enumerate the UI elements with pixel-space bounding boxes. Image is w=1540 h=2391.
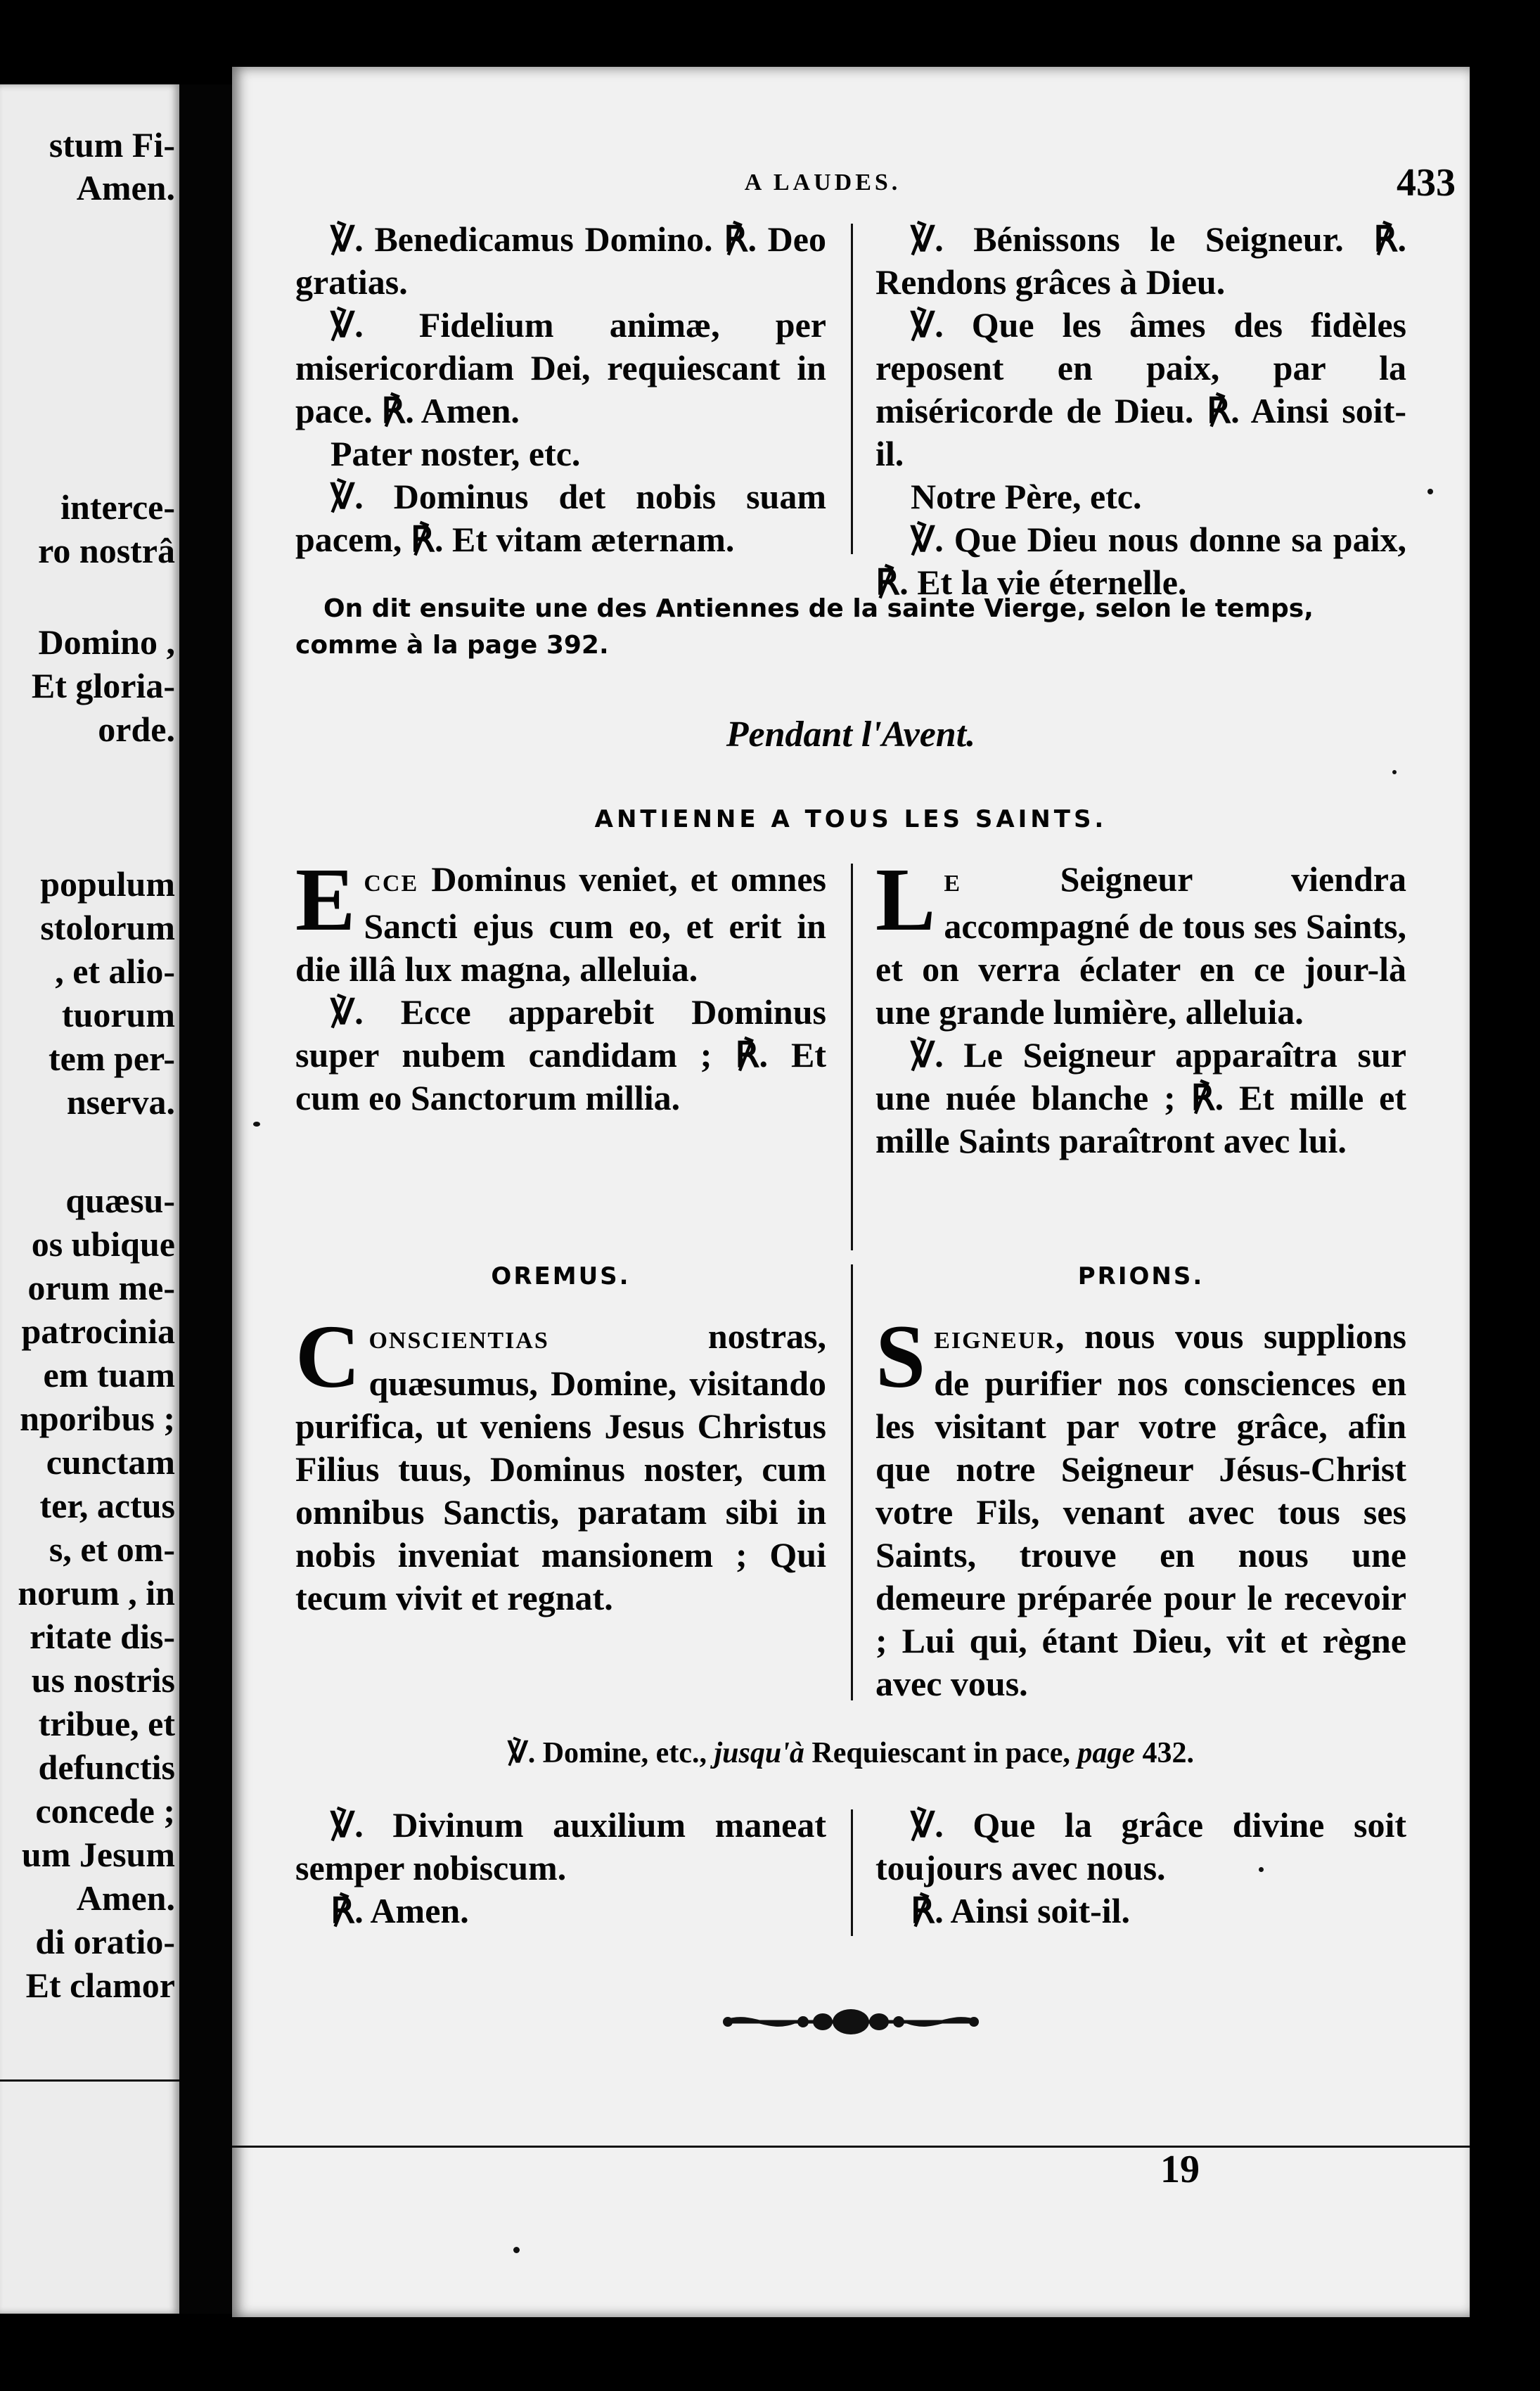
latin-line: Pater noster, etc. [331, 434, 581, 473]
french-line: ℟. Ainsi soit-il. [911, 1891, 1131, 1930]
prions-heading: PRIONS. [1077, 1262, 1205, 1290]
french-line: Notre Père, etc. [911, 477, 1142, 516]
versicle-latin: ℣. Ecce apparebit Dominus super nubem candidam ; ℟. Et cum eo Sanctorum millia. [295, 992, 826, 1117]
prayer-french: SEIGNEUR, nous vous supplions de purifier nos consciences en les visitant par votre grâce, afin que notre Seigneur Jésus-Christ votre Fils, venant avec tous ses Saints, trouve en nous une demeure préparée pour le recevoir ; Lui qui, étant Dieu, vit et règne avec vous. [875, 1307, 1406, 1703]
facing-page-line: concede ; [35, 1791, 175, 1831]
section-antiphon [295, 850, 1406, 1252]
facing-page-line: nporibus ; [20, 1399, 175, 1438]
column-divider [851, 224, 853, 554]
french-column [875, 1804, 1406, 1932]
section-versicles [295, 218, 1406, 602]
advent-heading: Pendant l'Avent. [726, 714, 976, 755]
scan-speck [1392, 770, 1397, 774]
facing-page-line: defunctis [38, 1748, 175, 1787]
facing-page-line: , et alio- [55, 951, 175, 991]
ornament-icon [232, 2004, 1470, 2039]
facing-page-line: um Jesum [21, 1835, 175, 1874]
drop-capital: E [295, 850, 356, 949]
latin-column [295, 1804, 826, 1932]
facing-page-line: s, et om- [49, 1530, 175, 1569]
column-divider [851, 864, 853, 1250]
column-divider [851, 1264, 853, 1700]
facing-page-line: interce- [60, 487, 175, 527]
section-prayer [295, 1259, 1406, 1730]
drop-capital: C [295, 1307, 361, 1406]
facing-page-line: os ubique [31, 1224, 175, 1264]
facing-page-line: tuorum [61, 995, 175, 1034]
facing-page-line: patrocinia [21, 1312, 175, 1351]
facing-page-line: tem per- [49, 1039, 175, 1078]
facing-page-line: populum [40, 864, 175, 904]
facing-page [0, 84, 179, 2314]
french-column [875, 218, 1406, 604]
scan-speck [253, 1122, 260, 1127]
antiphon-french: L E Seigneur viendra accompagné de tous ses Saints, et on verra éclater en ce jour-là une grande lumière, alleluia. [875, 850, 1406, 1032]
facing-page-line: em tuam [43, 1355, 175, 1395]
facing-page-line: ro nostrâ [38, 531, 175, 570]
rubric-reference: ℣. Domine, etc., jusqu'à Requiescant in pace, page 432. [507, 1737, 1195, 1769]
facing-page-line: quæsu- [65, 1181, 175, 1220]
french-column [875, 1307, 1406, 1705]
rubric-note: On dit ensuite une des Antiennes de la sainte Vierge, selon le temps, comme à la page 392. [295, 594, 1314, 660]
french-line: ℣. Que les âmes des fidèles reposent en paix, par la miséricorde de Dieu. ℟. Ainsi soit-il. [875, 305, 1406, 473]
facing-page-line: tribue, et [38, 1704, 175, 1743]
book-page [232, 67, 1470, 2317]
latin-line: ℣. Divinum auxilium maneat semper nobiscum. [295, 1805, 826, 1887]
page-bottom-rule [232, 2146, 1470, 2148]
facing-page-line: nserva. [66, 1082, 175, 1122]
antiphon-latin: ECCE Dominus veniet, et omnes Sancti ejus cum eo, et erit in die illâ lux magna, alleluia. [295, 850, 826, 989]
scan-speck [1427, 489, 1433, 494]
facing-page-line: stum Fi- [49, 125, 175, 165]
latin-column [295, 850, 826, 1120]
facing-page-line: Domino , [38, 622, 175, 662]
french-line: ℣. Que la grâce divine soit toujours avec nous. [875, 1805, 1406, 1887]
latin-line: ℟. Amen. [331, 1891, 469, 1930]
facing-page-line: cunctam [46, 1442, 175, 1482]
latin-line: ℣. Fidelium animæ, per misericordiam Dei, requiescant in pace. ℟. Amen. [295, 305, 826, 430]
signature-mark: 19 [1160, 2148, 1200, 2191]
running-title: A LAUDES. [744, 169, 901, 195]
facing-page-line: Amen. [76, 168, 175, 207]
french-line: ℣. Bénissons le Seigneur. ℟. Rendons grâces à Dieu. [875, 219, 1406, 302]
prayer-latin: CONSCIENTIAS nostras, quæsumus, Domine, visitando purifica, ut veniens Jesus Christus Filius tuus, Dominus noster, cum omnibus Sanctis, paratam sibi in nobis inveniat mansionem ; Qui tecum vivit et regnat. [295, 1307, 826, 1617]
antiphon-heading: ANTIENNE A TOUS LES SAINTS. [594, 805, 1108, 833]
running-header [232, 162, 1470, 204]
facing-page-line: Et clamor [25, 1966, 175, 2005]
section-closing [295, 1804, 1406, 1944]
oremus-heading: OREMUS. [491, 1262, 631, 1290]
latin-line: ℣. Dominus det nobis suam pacem, ℟. Et vitam æternam. [295, 477, 826, 559]
facing-page-line: stolorum [40, 908, 175, 947]
drop-capital: S [875, 1307, 926, 1406]
facing-page-line: ritate dis- [30, 1617, 175, 1656]
facing-page-line: orde. [98, 710, 175, 749]
latin-line: ℣. Benedicamus Domino. ℟. Deo gratias. [295, 219, 826, 302]
facing-page-bottom-rule [0, 2079, 179, 2082]
french-line: ℣. Que Dieu nous donne sa paix, ℟. Et la vie éternelle. [875, 520, 1406, 602]
latin-column [295, 1307, 826, 1620]
facing-page-line: Et gloria- [31, 666, 175, 705]
scan-speck [1259, 1867, 1264, 1872]
page-number: 433 [1397, 161, 1456, 205]
facing-page-line: us nostris [31, 1660, 175, 1700]
facing-page-line: ter, actus [39, 1486, 175, 1525]
facing-page-line: Amen. [76, 1878, 175, 1918]
french-column [875, 850, 1406, 1162]
facing-page-line: di oratio- [35, 1922, 175, 1961]
column-divider [851, 1809, 853, 1936]
facing-page-line: orum me- [27, 1268, 175, 1307]
versicle-french: ℣. Le Seigneur apparaîtra sur une nuée blanche ; ℟. Et mille et mille Saints paraîtront avec lui. [875, 1035, 1406, 1160]
latin-column [295, 218, 826, 561]
drop-capital: L [875, 850, 936, 949]
facing-page-line: norum , in [18, 1573, 175, 1613]
scan-speck [513, 2247, 520, 2253]
